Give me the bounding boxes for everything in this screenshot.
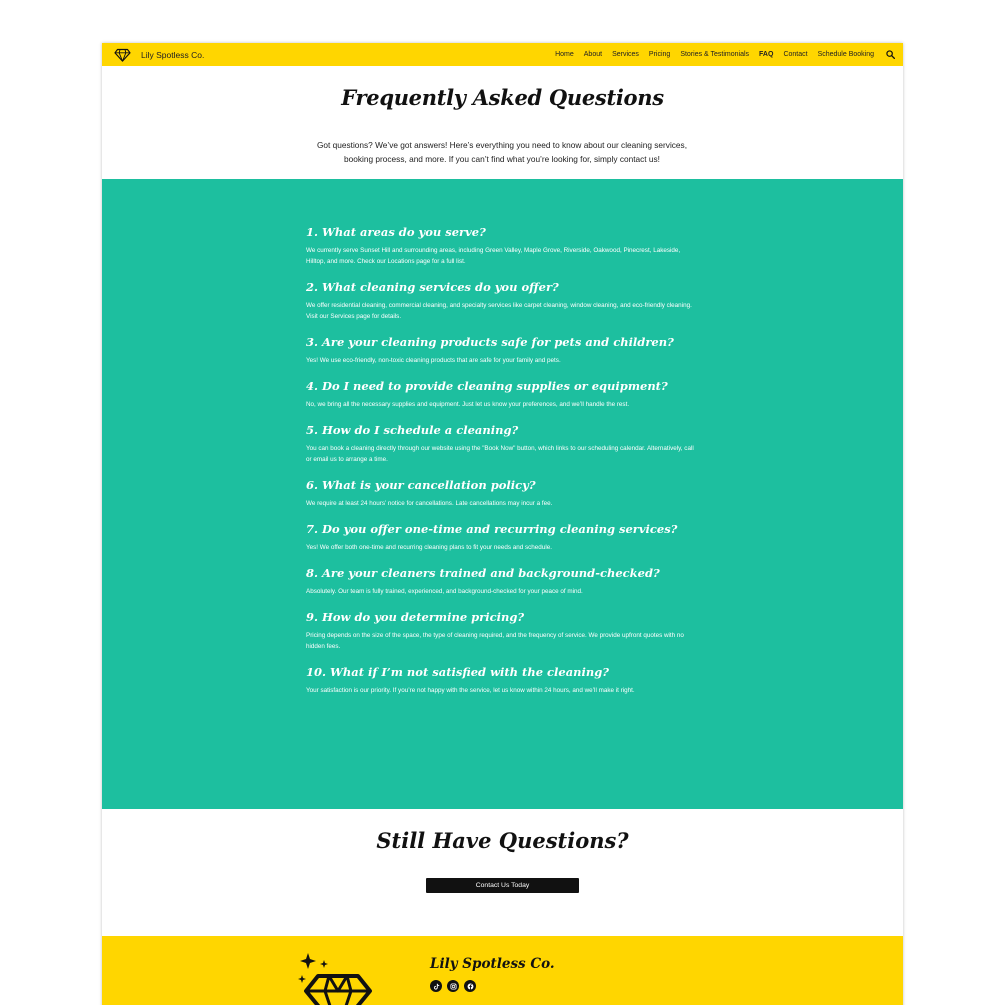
faq-answer: You can book a cleaning directly through our website using the "Book Now" button, which links to our scheduling calendar. Alternatively, call or email us to arrange a time. xyxy=(306,445,694,463)
faq-question: 6. What is your cancellation policy? xyxy=(306,478,536,492)
cta-title: Still Have Questions? xyxy=(376,828,629,853)
instagram-icon[interactable] xyxy=(447,980,459,992)
faq-item xyxy=(306,225,701,267)
faq-answer: Pricing depends on the size of the space, the type of cleaning required, and the frequency of service. We provide upfront quotes with no hidden fees. xyxy=(306,632,684,650)
faq-question: 3. Are your cleaning products safe for pets and children? xyxy=(306,335,674,349)
faq-item xyxy=(306,610,701,652)
faq-answer: Absolutely. Our team is fully trained, experienced, and background-checked for your peace of mind. xyxy=(306,588,583,595)
facebook-icon[interactable] xyxy=(464,980,476,992)
faq-item xyxy=(306,665,701,696)
contact-us-button[interactable]: Contact Us Today xyxy=(426,878,579,893)
faq-answer: Yes! We use eco-friendly, non-toxic cleaning products that are safe for your family and pets. xyxy=(306,357,561,364)
faq-item xyxy=(306,335,701,366)
faq-question: 2. What cleaning services do you offer? xyxy=(306,280,559,294)
nav-item-pricing[interactable]: Pricing xyxy=(648,51,671,58)
diamond-sparkle-logo-icon xyxy=(294,950,390,1005)
site-footer xyxy=(102,936,903,1005)
footer-brand-name: Lily Spotless Co. xyxy=(430,956,555,972)
page-container xyxy=(102,43,903,1005)
site-header xyxy=(102,43,903,66)
nav-item-services[interactable]: Services xyxy=(612,51,639,58)
faq-intro xyxy=(102,66,903,179)
nav-item-stories-testimonials[interactable]: Stories & Testimonials xyxy=(680,51,750,58)
brand-name: Lily Spotless Co. xyxy=(141,49,205,60)
social-links xyxy=(430,980,476,992)
nav-item-contact[interactable]: Contact xyxy=(783,51,808,58)
faq-answer: Your satisfaction is our priority. If you’re not happy with the service, let us know within 24 hours, and we’ll make it right. xyxy=(306,687,635,694)
faq-item xyxy=(306,379,701,410)
nav-item-about[interactable]: About xyxy=(583,51,603,58)
faq-question: 9. How do you determine pricing? xyxy=(306,610,525,624)
faq-item xyxy=(306,478,701,509)
faq-answer: Yes! We offer both one-time and recurring cleaning plans to fit your needs and schedule. xyxy=(306,544,552,551)
faq-answer: We require at least 24 hours’ notice for cancellations. Late cancellations may incur a fee. xyxy=(306,500,553,507)
faq-question: 1. What areas do you serve? xyxy=(306,225,486,239)
faq-answer: We offer residential cleaning, commercial cleaning, and specialty services like carpet cleaning, window cleaning, and eco-friendly cleaning. Visit our Services page for details. xyxy=(306,302,692,320)
faq-item xyxy=(306,522,701,553)
faq-list xyxy=(102,179,903,809)
intro-text: Got questions? We’ve got answers! Here’s everything you need to know about our cleaning services, booking process, and more. If you can’t find what you’re looking for, simply contact us! xyxy=(316,140,688,164)
main-nav xyxy=(555,50,895,59)
faq-question: 4. Do I need to provide cleaning supplies or equipment? xyxy=(306,379,668,393)
search-icon[interactable] xyxy=(886,50,895,59)
faq-answer: No, we bring all the necessary supplies and equipment. Just let us know your preferences, and we’ll handle the rest. xyxy=(306,401,630,408)
tiktok-icon[interactable] xyxy=(430,980,442,992)
diamond-logo-icon xyxy=(114,47,131,62)
nav-item-faq[interactable]: FAQ xyxy=(759,51,774,58)
faq-item xyxy=(306,280,701,322)
faq-item xyxy=(306,566,701,597)
faq-item xyxy=(306,423,701,465)
faq-question: 7. Do you offer one-time and recurring cleaning services? xyxy=(306,522,678,536)
faq-question: 10. What if I’m not satisfied with the cleaning? xyxy=(306,665,610,679)
page-title: Frequently Asked Questions xyxy=(341,85,664,110)
still-have-questions xyxy=(102,809,903,936)
faq-question: 5. How do I schedule a cleaning? xyxy=(306,423,519,437)
nav-item-home[interactable]: Home xyxy=(555,51,574,58)
faq-question: 8. Are your cleaners trained and background-checked? xyxy=(306,566,660,580)
faq-answer: We currently serve Sunset Hill and surrounding areas, including Green Valley, Maple Grove, Riverside, Oakwood, Pinecrest, Lakeside, Hilltop, and more. Check our Locations page for a full list. xyxy=(306,247,681,265)
nav-item-schedule-booking[interactable]: Schedule Booking xyxy=(817,51,874,58)
brand[interactable] xyxy=(114,47,204,62)
